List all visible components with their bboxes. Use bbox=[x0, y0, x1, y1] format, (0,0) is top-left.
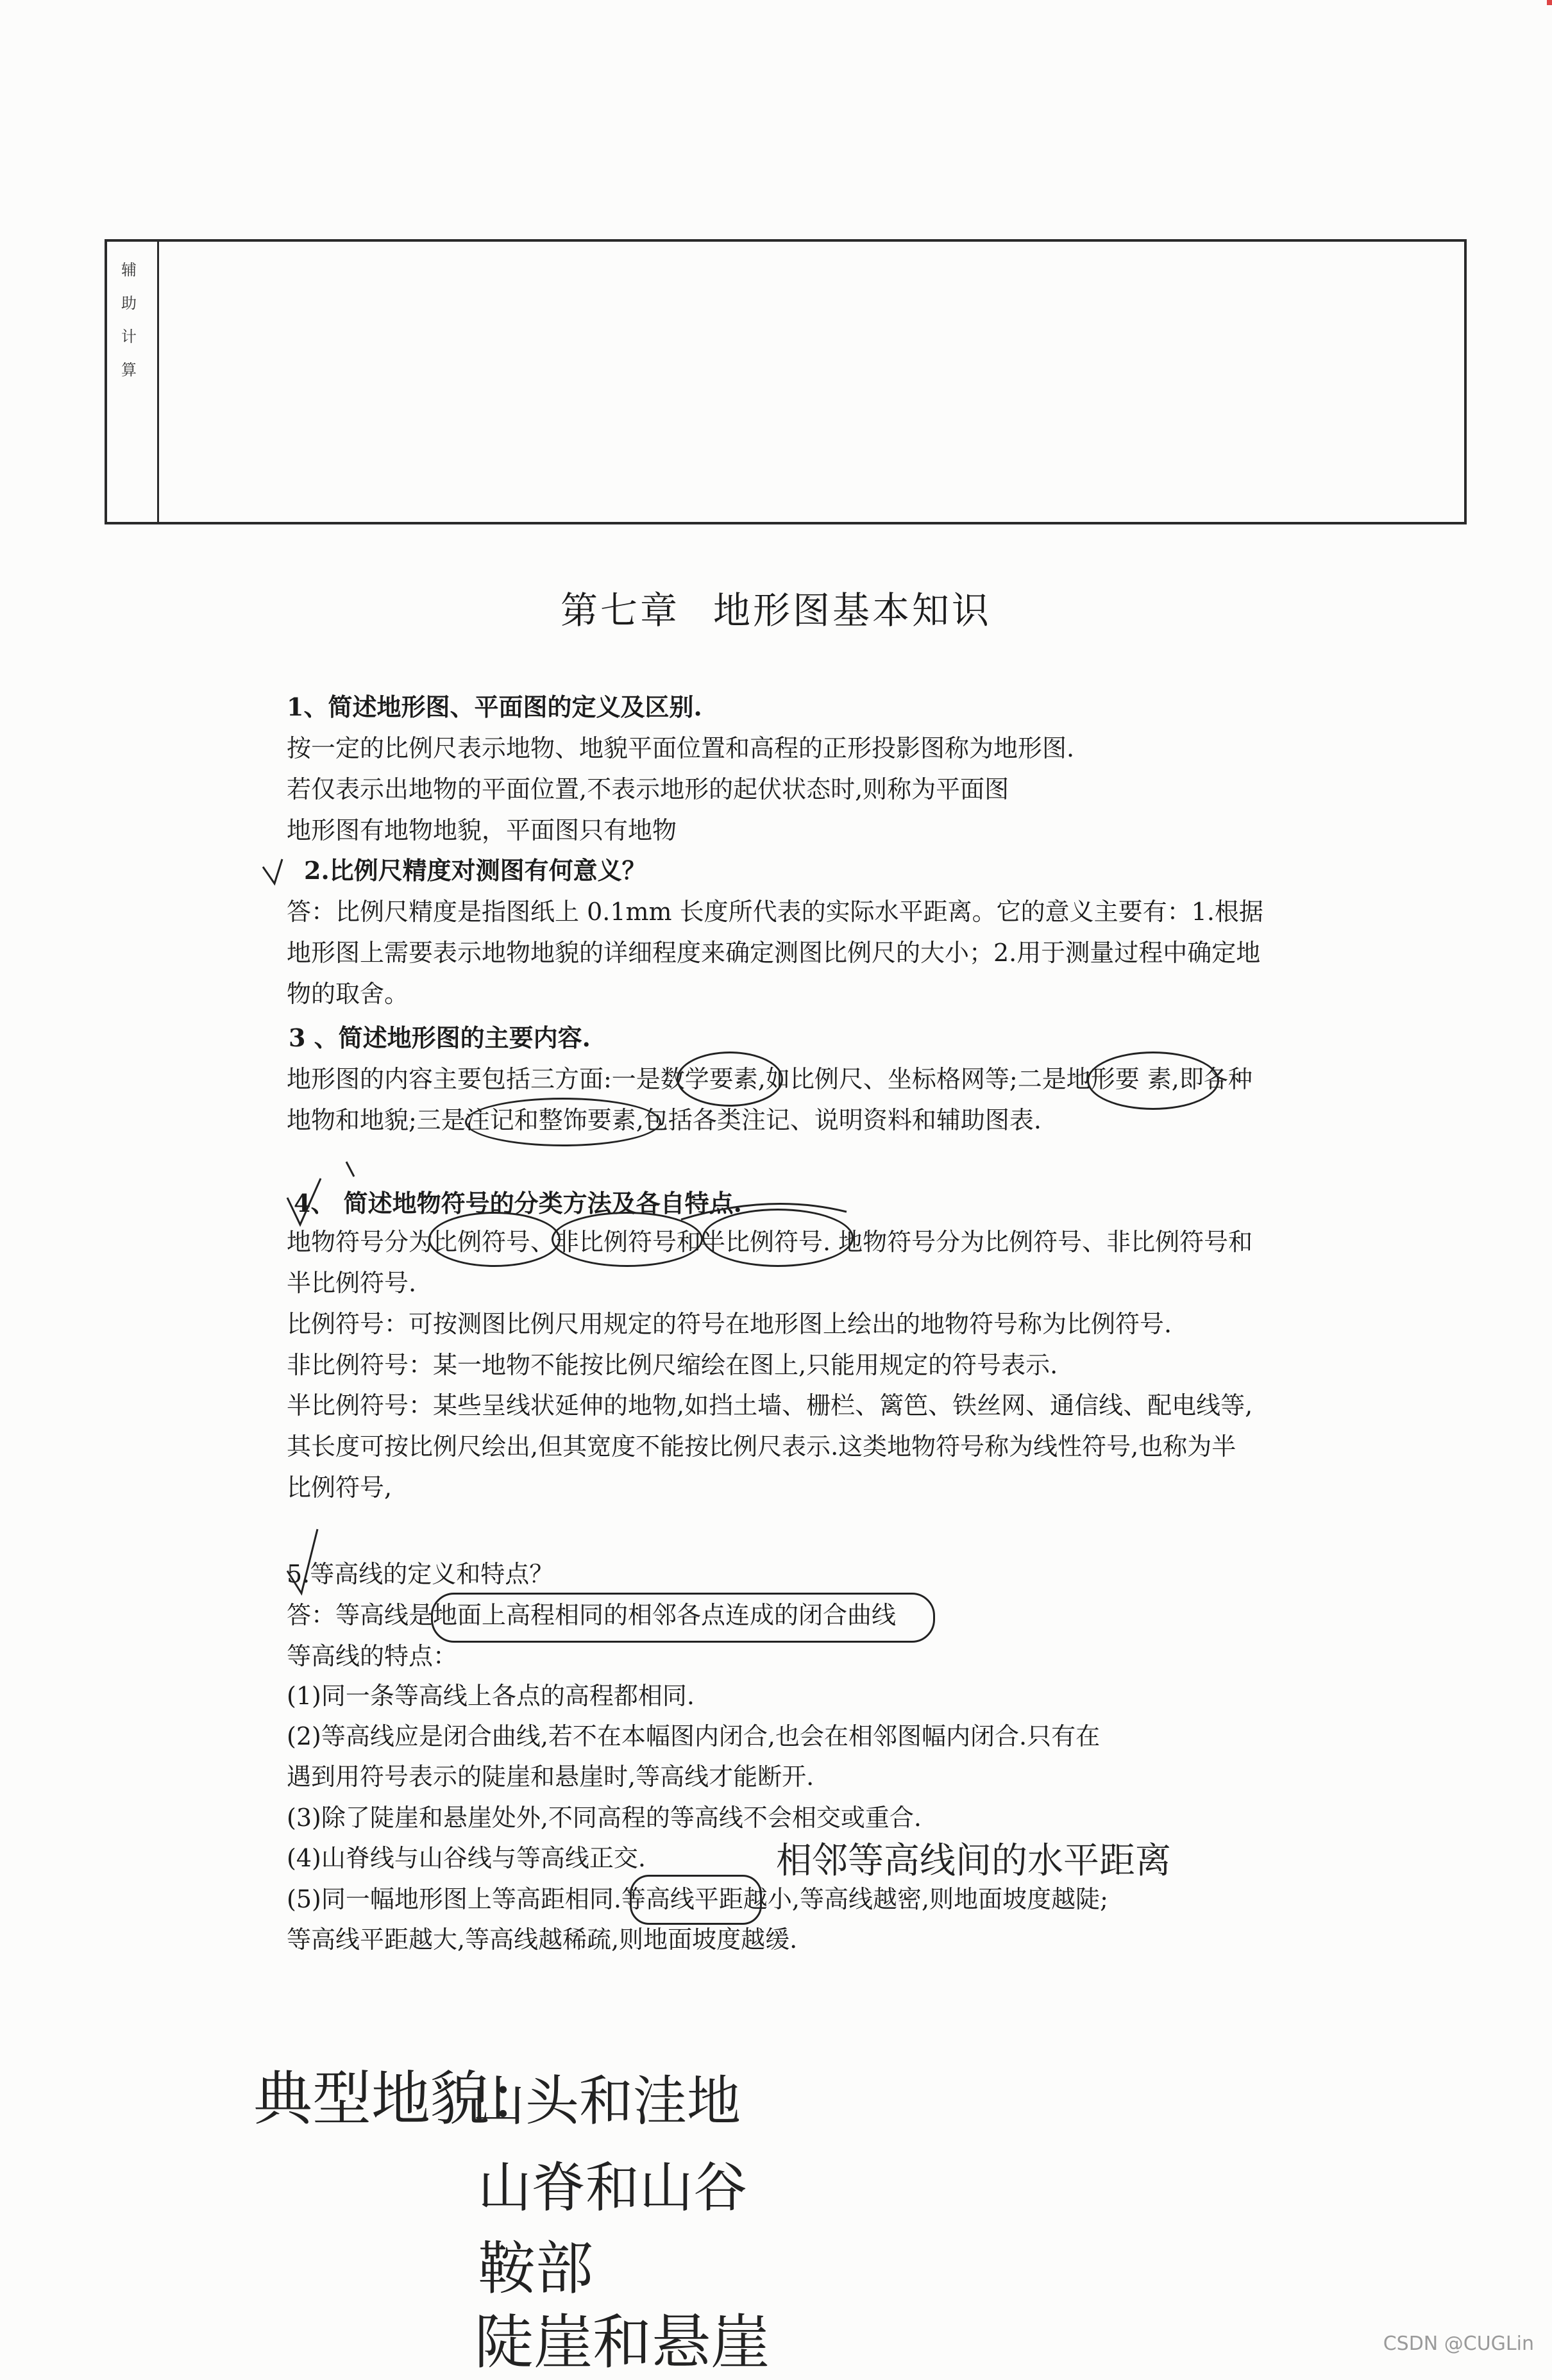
q4-heading: 4、 简述地物符号的分类方法及各自特点. bbox=[294, 1189, 742, 1218]
q3-line: 地物和地貌;三是注记和整饰要素,包括各类注记、说明资料和辅助图表. bbox=[287, 1106, 1042, 1134]
q1-line: 按一定的比例尺表示地物、地貌平面位置和高程的正形投影图称为地形图. bbox=[287, 734, 1075, 762]
q5-line: (5)同一幅地形图上等高距相同.等高线平距越小,等高线越密,则地面坡度越陡; bbox=[287, 1885, 1108, 1913]
box-label-char: 辅 bbox=[121, 261, 137, 279]
q5-line: 答：等高线是地面上高程相同的相邻各点连成的闭合曲线 bbox=[287, 1601, 897, 1629]
q4-line: 半比例符号：某些呈线状延伸的地物,如挡土墙、栅栏、篱笆、铁丝网、通信线、配电线等, bbox=[287, 1391, 1253, 1420]
q5-line: (1)同一条等高线上各点的高程都相同. bbox=[287, 1682, 695, 1710]
handwritten-item: 山脊和山谷 bbox=[478, 2156, 748, 2219]
corner-mark bbox=[1547, 0, 1552, 5]
chapter-name: 地形图基本知识 bbox=[713, 589, 992, 632]
watermark: CSDN @CUGLin bbox=[1383, 2333, 1534, 2355]
chapter-number: 第七章 bbox=[560, 589, 680, 632]
handwritten-item: 山头和洼地 bbox=[471, 2070, 741, 2133]
handwritten-note: 相邻等高线间的水平距离 bbox=[776, 1840, 1171, 1882]
box-label-char: 算 bbox=[121, 361, 137, 379]
q4-line: 半比例符号. bbox=[287, 1269, 417, 1297]
q5-line: 等高线平距越大,等高线越稀疏,则地面坡度越缓. bbox=[287, 1925, 798, 1954]
box-label-char: 助 bbox=[121, 294, 137, 312]
q5-heading: 5.等高线的定义和特点？ bbox=[287, 1560, 554, 1588]
q5-line: (2)等高线应是闭合曲线,若不在本幅图内闭合,也会在相邻图幅内闭合.只有在 bbox=[287, 1722, 1101, 1750]
tick-mark bbox=[287, 1529, 317, 1593]
q1-line: 若仅表示出地物的平面位置,不表示地形的起伏状态时,则称为平面图 bbox=[287, 775, 1009, 803]
q4-line: 其长度可按比例尺绘出,但其宽度不能按比例尺表示.这类地物符号称为线性符号,也称为半 bbox=[287, 1432, 1236, 1461]
q2-line: 物的取舍。 bbox=[287, 980, 409, 1008]
box-label-char: 计 bbox=[121, 328, 137, 346]
q3-line: 地形图的内容主要包括三方面:一是数学要素,如比例尺、坐标格网等;二是地形要 素,即各种 bbox=[287, 1065, 1253, 1093]
q4-line: 比例符号, bbox=[287, 1473, 392, 1502]
tick-mark bbox=[287, 1178, 321, 1225]
q1-heading: 1、简述地形图、平面图的定义及区别. bbox=[287, 692, 702, 721]
q3-heading: 3 、简述地形图的主要内容. bbox=[289, 1023, 591, 1052]
q5-line: (4)山脊线与山谷线与等高线正交. bbox=[287, 1844, 646, 1872]
q2-line: 答：比例尺精度是指图纸上 0.1mm 长度所代表的实际水平距离。它的意义主要有：1.根据 bbox=[287, 898, 1263, 926]
tick-mark bbox=[263, 859, 282, 884]
q5-line: 遇到用符号表示的陡崖和悬崖时,等高线才能断开. bbox=[287, 1763, 814, 1791]
q4-line: 比例符号：可按测图比例尺用规定的符号在地形图上绘出的地物符号称为比例符号. bbox=[287, 1310, 1172, 1338]
q4-line: 非比例符号：某一地物不能按比例尺缩绘在图上,只能用规定的符号表示. bbox=[287, 1351, 1058, 1379]
q1-line: 地形图有地物地貌，平面图只有地物 bbox=[287, 816, 677, 844]
handwritten-item: 鞍部 bbox=[478, 2235, 593, 2302]
q5-line: 等高线的特点： bbox=[287, 1642, 458, 1670]
underline-mark bbox=[681, 1204, 847, 1220]
q2-heading: 2.比例尺精度对测图有何意义？ bbox=[304, 856, 646, 885]
tick-mark bbox=[346, 1162, 354, 1177]
handwritten-item: 陡崖和悬崖 bbox=[475, 2308, 770, 2377]
q2-line: 地形图上需要表示地物地貌的详细程度来确定测图比例尺的大小；2.用于测量过程中确定地 bbox=[287, 939, 1261, 967]
q5-line: (3)除了陡崖和悬崖处外,不同高程的等高线不会相交或重合. bbox=[287, 1804, 922, 1832]
handwritten-heading: 典型地貌： bbox=[253, 2065, 549, 2133]
q4-line: 地物符号分为比例符号、非比例符号和半比例符号. 地物符号分为比例符号、非比例符号和 bbox=[287, 1228, 1253, 1256]
